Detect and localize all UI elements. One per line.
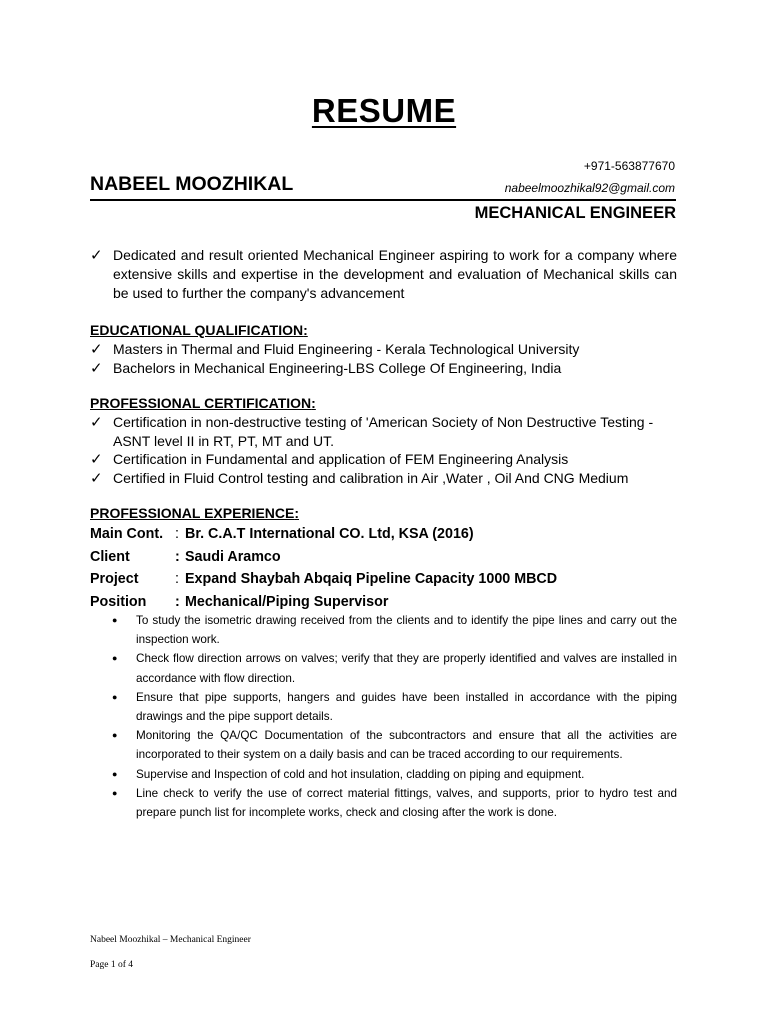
education-heading: EDUCATIONAL QUALIFICATION: (90, 322, 308, 338)
list-item (110, 765, 677, 784)
check-icon: ✓ (90, 470, 103, 487)
info-separator: : (175, 526, 179, 542)
duty-text: Line check to verify the use of correct material fittings, valves, and supports, prior to hydro test and prepare punch list for incomplete works, check and closing after the work is done. (136, 786, 677, 820)
info-separator: : (175, 593, 180, 610)
footer-name-line: Nabeel Moozhikal – Mechanical Engineer (90, 935, 251, 945)
info-separator: : (175, 548, 180, 565)
summary-text: Dedicated and result oriented Mechanical Engineer aspiring to work for a company where extensive skills and expertise in the development and evaluation of Mechanical skills can be used to further the company's advancement (113, 247, 677, 301)
bullet-icon: ● (112, 787, 118, 798)
document-title: RESUME (311, 92, 457, 129)
certification-section (90, 394, 677, 488)
info-key: Main Cont. (90, 526, 164, 542)
check-icon: ✓ (90, 341, 103, 358)
email-address: nabeelmoozhikal92@gmail.com (504, 181, 675, 195)
list-item (110, 611, 677, 649)
education-item: Masters in Thermal and Fluid Engineering - Kerala Technological University (113, 341, 580, 357)
info-value: Expand Shaybah Abqaiq Pipeline Capacity 1000 MBCD (185, 571, 558, 587)
info-key: Client (90, 548, 130, 565)
list-item (110, 784, 677, 822)
info-row-main-contractor (90, 523, 677, 546)
designation: MECHANICAL ENGINEER (474, 204, 676, 222)
info-key: Project (90, 571, 139, 587)
info-value: Br. C.A.T International CO. Ltd, KSA (2016) (185, 526, 474, 542)
certification-item: Certification in non-destructive testing of 'American Society of Non Destructive Testing - ASNT level II in RT, PT, MT and UT. (113, 414, 654, 449)
phone-number: +971-563877670 (583, 159, 675, 173)
info-key: Position (90, 593, 147, 610)
list-item (90, 359, 677, 378)
bullet-icon: ● (112, 615, 118, 625)
candidate-name: NABEEL MOOZHIKAL (90, 173, 294, 195)
experience-heading: PROFESSIONAL EXPERIENCE: (90, 505, 300, 521)
career-summary (90, 246, 677, 303)
certification-item: Certified in Fluid Control testing and calibration in Air ,Water , Oil And CNG Medium (113, 470, 629, 486)
list-item (90, 340, 677, 359)
list-item (90, 469, 677, 488)
bullet-icon: ● (112, 691, 118, 702)
bullet-icon: ● (112, 768, 118, 779)
list-item (90, 450, 677, 469)
list-item (110, 649, 677, 687)
check-icon: ✓ (90, 247, 103, 264)
bullet-icon: ● (112, 653, 118, 664)
info-row-position (90, 591, 677, 614)
duty-text: Supervise and Inspection of cold and hot insulation, cladding on piping and equipment. (136, 767, 585, 781)
education-item: Bachelors in Mechanical Engineering-LBS College Of Engineering, India (113, 360, 562, 376)
header-divider (90, 199, 676, 201)
check-icon: ✓ (90, 414, 103, 431)
duty-text: Monitoring the QA/QC Documentation of the subcontractors and ensure that all the activities are incorporated to their system on a daily basis and can be traced according to our requirements. (136, 729, 677, 762)
check-icon: ✓ (90, 451, 103, 468)
bullet-icon: ● (112, 730, 118, 741)
list-item (110, 688, 677, 726)
check-icon: ✓ (90, 360, 103, 377)
info-value: Mechanical/Piping Supervisor (185, 593, 389, 610)
duty-text: Ensure that pipe supports, hangers and guides have been installed in accordance with the piping drawings and the pipe support details. (136, 690, 677, 724)
certification-item: Certification in Fundamental and application of FEM Engineering Analysis (113, 451, 569, 467)
info-row-project (90, 568, 677, 591)
duty-text: Check flow direction arrows on valves; verify that they are properly identified and valves are installed in accordance with flow direction. (136, 652, 677, 685)
duty-text: To study the isometric drawing received from the clients and to identify the pipe lines and carry out the inspection work. (136, 614, 677, 647)
list-item (90, 413, 677, 450)
info-value: Saudi Aramco (185, 548, 281, 565)
info-row-client (90, 546, 677, 569)
duties-list (110, 611, 677, 822)
footer-page-number: Page 1 of 4 (90, 960, 134, 970)
experience-section (90, 504, 677, 613)
education-section (90, 321, 677, 378)
certification-heading: PROFESSIONAL CERTIFICATION: (90, 395, 316, 411)
list-item (110, 726, 677, 764)
info-separator: : (175, 571, 179, 587)
